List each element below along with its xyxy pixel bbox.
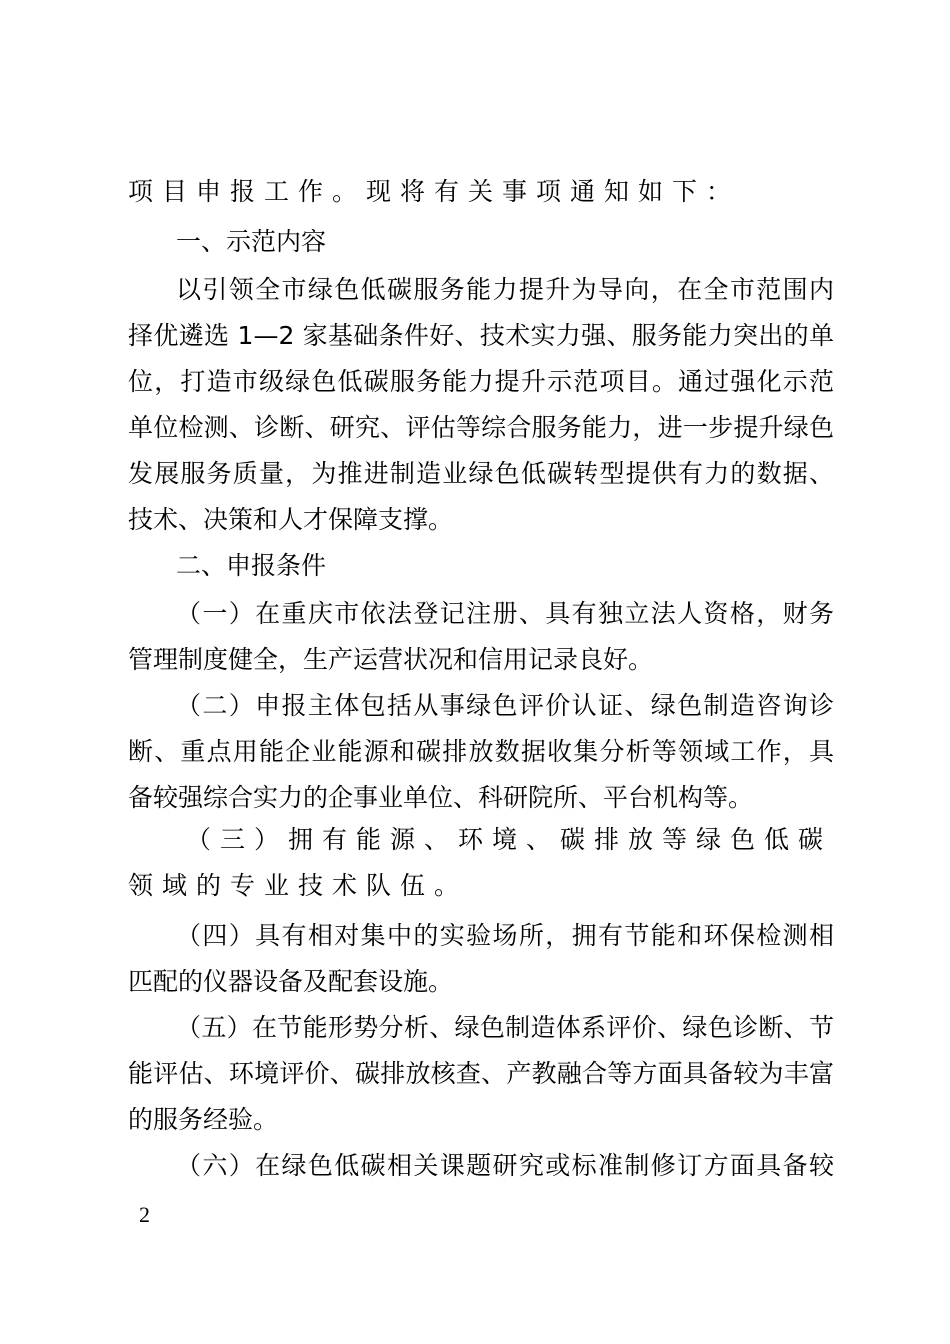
paragraph-line: 的服务经验。 xyxy=(128,1105,279,1134)
paragraph-line: （四）具有相对集中的实验场所，拥有节能和环保检测相 xyxy=(176,921,834,950)
paragraph-line: 项目申报工作。现将有关事项通知如下： xyxy=(128,177,741,206)
paragraph-line: （五）在节能形势分析、绿色制造体系评价、绿色诊断、节 xyxy=(176,1013,834,1042)
paragraph-line: 备较强综合实力的企事业单位、科研院所、平台机构等。 xyxy=(128,783,754,812)
paragraph-line: 领域的专业技术队伍。 xyxy=(128,871,469,900)
page-number: 2 xyxy=(139,1202,150,1227)
paragraph-line: 位，打造市级绿色低碳服务能力提升示范项目。通过强化示范 xyxy=(128,367,834,396)
paragraph-line: （一）在重庆市依法登记注册、具有独立法人资格，财务 xyxy=(176,599,834,628)
paragraph-line: 匹配的仪器设备及配套设施。 xyxy=(128,967,454,996)
paragraph-line: （六）在绿色低碳相关课题研究或标准制修订方面具备较 xyxy=(176,1151,834,1180)
paragraph-line: 能评估、环境评价、碳排放核查、产教融合等方面具备较为丰富 xyxy=(128,1059,834,1088)
paragraph-line: 择优遴选 1—2 家基础条件好、技术实力强、服务能力突出的单 xyxy=(128,321,834,350)
section-heading: 一、示范内容 xyxy=(176,227,327,256)
section-heading: 二、申报条件 xyxy=(176,551,327,580)
paragraph-line: 管理制度健全，生产运营状况和信用记录良好。 xyxy=(128,645,654,674)
paragraph-line: （二）申报主体包括从事绿色评价认证、绿色制造咨询诊 xyxy=(176,691,834,720)
paragraph-line: 发展服务质量，为推进制造业绿色低碳转型提供有力的数据、 xyxy=(128,459,834,488)
paragraph-line: 断、重点用能企业能源和碳排放数据收集分析等领域工作，具 xyxy=(128,737,834,766)
paragraph-line: 单位检测、诊断、研究、评估等综合服务能力，进一步提升绿色 xyxy=(128,413,834,442)
paragraph-line: 技术、决策和人才保障支撑。 xyxy=(128,505,454,534)
paragraph-line: （三）拥有能源、环境、碳排放等绿色低碳 xyxy=(186,825,833,854)
paragraph-line: 以引领全市绿色低碳服务能力提升为导向，在全市范围内 xyxy=(176,275,834,304)
